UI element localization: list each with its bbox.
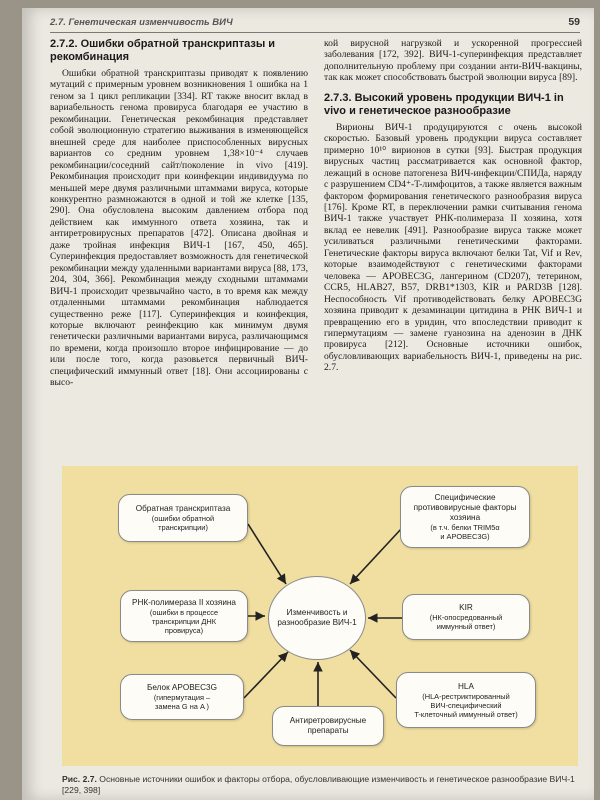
left-column [50, 38, 308, 389]
box-antiretroviral: Антиретровирусные препараты [272, 706, 384, 746]
arrow-specific [350, 528, 402, 584]
section-heading-2-7-3: 2.7.3. Высокий уровень продукции ВИЧ-1 in vivo и генетическое разнообразие [324, 91, 564, 117]
box-rna-polymerase: РНК-полимераза II хозяина (ошибки в процессе транскрипции ДНК провируса) [120, 590, 248, 642]
arrow-apobec [244, 652, 288, 698]
figure-2-7-diagram [62, 466, 578, 766]
continued-text: кой вирусной нагрузкой и ускоренной прогрессией заболевания [172, 392]. ВИЧ-1-суперинфекция представляет дополнительную проблему при создании анти-ВИЧ-вакцины, так как может способствовать быстрой эволюции вируса [89]. [324, 38, 582, 84]
arrow-rt [248, 524, 286, 584]
box-apobec3g: Белок APOBEC3G (гипермутация – замена G на A ) [120, 674, 244, 720]
section-heading-2-7-2: 2.7.2. Ошибки обратной транскриптазы и рекомбинация [50, 38, 276, 63]
section-2-7-2-text: Ошибки обратной транскриптазы приводят к появлению мутаций с примерным уровнем возникновения 1 ошибка на 1 геном за 1 цикл репликации [334]. RT также вносит вклад в вариабельность генома провируса благодаря ее участию в рекомбинации. Генетическая рекомбинация представляет собой эволюционную стратегию выживания в изменяющейся внешней среде для наиболее приспособленных вирусных вариантов со средним уровнем 1,38×10⁻⁴ случаев рекомбинации/соседний сайт/поколение in vivo [419]. Рекомбинация происходит при коинфекции индивидуума по меньшей мере двумя различными штаммами вируса, которые конкурентно размножаются в одной и той же клетке [135, 290]. Она обусловлена высоким давлением отбора под действием как иммунного ответа хозяина, так и антиретровирусных препаратов [472]. Описана двойная и даже тройная инфекция ВИЧ-1 [167, 450, 465]. Суперинфекция предоставляет возможность для генетической рекомбинации между удаленными вариантами вируса [88, 173, 204, 304, 366]. Рекомбинация между сходными штаммами ВИЧ-1 происходит чрезвычайно часто, в то время как между отдаленными штаммами рекомбинация наблюдается существенно реже [117]. Суперинфекция и коинфекция, которые включают реинфекцию как минимум двумя генетически различными вариантами вируса, различающимся по времени, когда произошло второе инфицирование — до или после того, когда разовьется первичный ВИЧ-специфический иммунный ответ [18]. Они ассоциированы с высо- [50, 68, 308, 389]
caption-label: Рис. 2.7. [62, 774, 97, 784]
right-column [324, 38, 582, 374]
box-reverse-transcriptase: Обратная транскриптаза (ошибки обратной транскрипции) [118, 494, 248, 542]
running-head-title: 2.7. Генетическая изменчивость ВИЧ [50, 17, 233, 28]
page-number: 59 [568, 16, 580, 28]
box-specific-host-factors: Специфические противовирусные факторы хозяина (в т.ч. белки TRIM5α и APOBEC3G) [400, 486, 530, 548]
figure-caption [62, 774, 582, 796]
center-variability-oval: Изменчивость и разнообразие ВИЧ-1 [268, 576, 366, 660]
book-page [22, 8, 594, 800]
running-head [50, 16, 580, 33]
box-kir: KIR (НК-опосредованный иммунный ответ) [402, 594, 530, 640]
section-2-7-3-text: Вирионы ВИЧ-1 продуцируются с очень высокой скоростью. Базовый уровень продукции вируса составляет примерно 10¹⁰ вирионов в сутки [93]. Быстрая продукция вирусных частиц рассматривается как основной фактор, лежащий в основе патогенеза ВИЧ-инфекции/СПИДа, наряду с разрушением CD4⁺-T-лимфоцитов, а также является важным фактором формирования генетического разнообразия вируса [176]. Кроме RT, в переключении рамки считывания генома ВИЧ-1 также участвует РНК-полимераза II хозяина, хотя вклад ее невелик [491]. Разнообразие вируса также может усиливаться различными генетическими факторами. Генетические факторы вируса включают белки Tat, Vif и Rev, которые взаимодействуют с генетическими факторами человека — APOBEC3G, лангерином (CD207), тетерином, CCR5, HLAB27, B57, DRB1*1303, KIR и PARD3B [128]. Неспособность Vif противодействовать белку APOBEC3G хозяина приводит к дезаминации цитидина в РНК ВИЧ-1 и превращению его в уридин, что впоследствии приводит к гипермутациям — замене гуанозина на аденозин в ДНК провируса [212]. Основные источники ошибок, обусловливающих вариабельность ВИЧ-1, приведены на рис. 2.7. [324, 121, 582, 374]
box-hla: HLA (HLA-рестриктированный ВИЧ-специфический T-клеточный иммунный ответ) [396, 672, 536, 728]
caption-text: Основные источники ошибок и факторы отбора, обусловливающие изменчивость и генетическое разнообразие ВИЧ-1 [229, 398] [62, 774, 575, 795]
arrow-hla [350, 650, 396, 698]
